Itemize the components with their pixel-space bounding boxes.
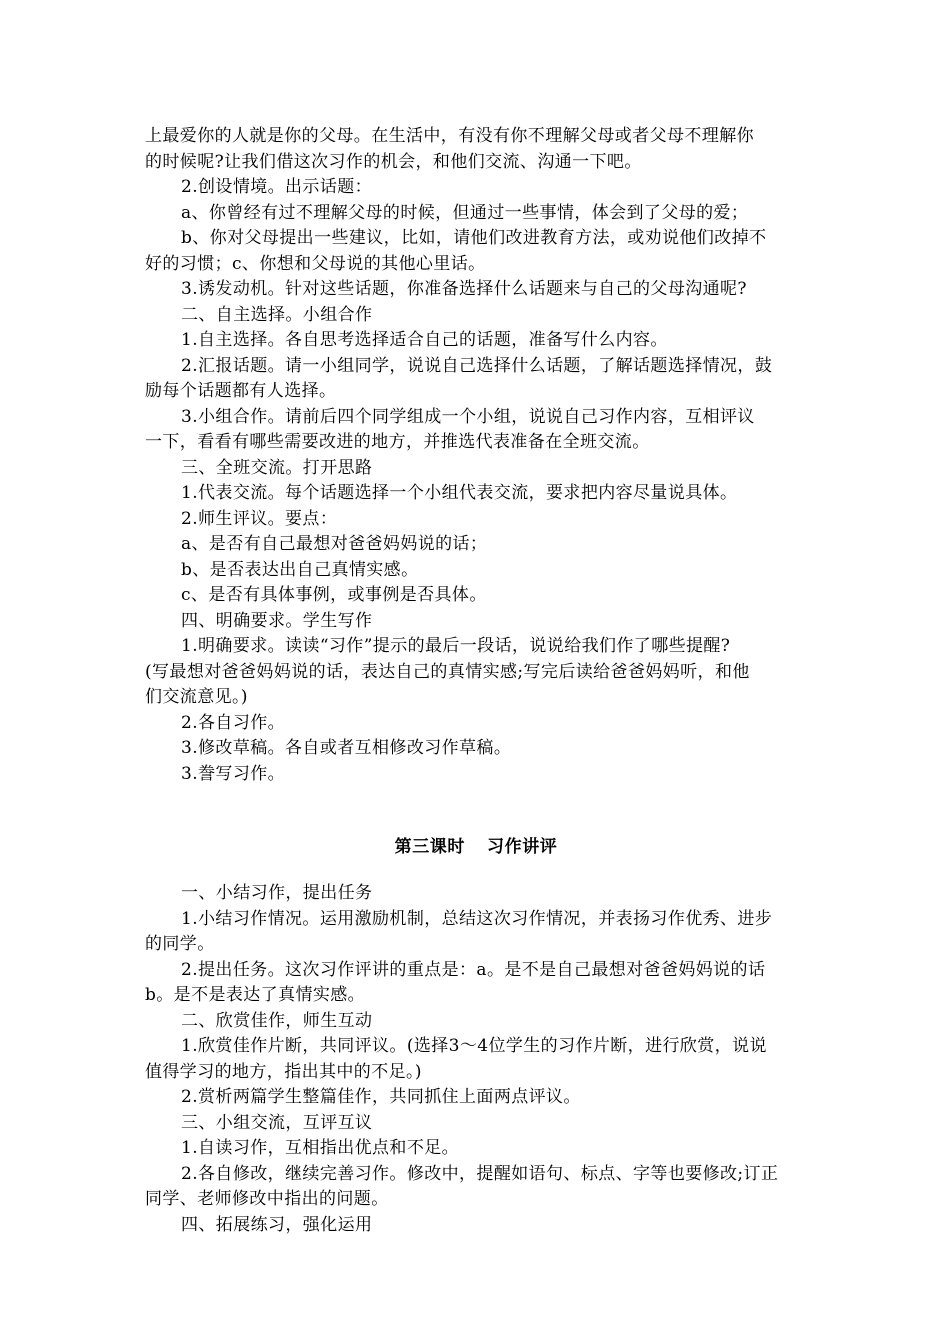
text-line: 上最爱你的人就是你的父母。在生活中，有没有你不理解父母或者父母不理解你 bbox=[145, 126, 754, 146]
text-line: 们交流意见。) bbox=[145, 687, 248, 707]
section-gap bbox=[145, 787, 807, 833]
document-page bbox=[145, 124, 807, 1238]
text-line: 的时候呢?让我们借这次习作的机会，和他们交流、沟通一下吧。 bbox=[145, 151, 642, 172]
text-line: 1.自读习作，互相指出优点和不足。 bbox=[181, 1138, 460, 1158]
text-line: 三、小组交流，互评互议 bbox=[181, 1112, 373, 1133]
text-line: 1.欣赏佳作片断，共同评议。(选择3～4位学生的习作片断，进行欣赏，说说 bbox=[181, 1036, 767, 1056]
text-line: 二、欣赏佳作，师生互动 bbox=[181, 1010, 373, 1031]
text-line: 2.提出任务。这次习作评讲的重点是：a。是不是自己最想对爸爸妈妈说的话 bbox=[181, 959, 766, 980]
text-line: 1.代表交流。每个话题选择一个小组代表交流，要求把内容尽量说具体。 bbox=[181, 483, 738, 503]
text-line: 一、小结习作，提出任务 bbox=[181, 883, 373, 903]
text-line: 四、明确要求。学生写作 bbox=[181, 610, 373, 631]
heading-period: 第三课时 bbox=[394, 837, 465, 857]
text-line: 2.赏析两篇学生整篇佳作，共同抓住上面两点评议。 bbox=[181, 1087, 581, 1107]
text-line: a、你曾经有过不理解父母的时候，但通过一些事情，体会到了父母的爱； bbox=[181, 202, 749, 223]
text-line: 2.创设情境。出示话题： bbox=[181, 177, 373, 197]
text-line: a、是否有自己最想对爸爸妈妈说的话； bbox=[181, 534, 488, 554]
text-line: 2.各自习作。 bbox=[181, 712, 286, 733]
text-line: 1.小结习作情况。运用激励机制，总结这次习作情况，并表扬习作优秀、进步 bbox=[181, 908, 773, 929]
text-line: 值得学习的地方，指出其中的不足。) bbox=[145, 1061, 422, 1082]
text-line: 好的习惯；c、你想和父母说的其他心里话。 bbox=[145, 253, 486, 274]
text-line: 一下，看看有哪些需要改进的地方，并推选代表准备在全班交流。 bbox=[145, 432, 650, 452]
text-line: 1.明确要求。读读“习作”提示的最后一段话，说说给我们作了哪些提醒? bbox=[181, 636, 731, 656]
text-line: b、是否表达出自己真情实感。 bbox=[181, 559, 419, 580]
heading-topic: 习作讲评 bbox=[487, 837, 558, 857]
text-line: 励每个话题都有人选择。 bbox=[145, 381, 337, 401]
text-line: 二、自主选择。小组合作 bbox=[181, 304, 373, 325]
text-line: 2.汇报话题。请一小组同学，说说自己选择什么话题，了解话题选择情况，鼓 bbox=[181, 355, 773, 376]
text-line: 3.诱发动机。针对这些话题，你准备选择什么话题来与自己的父母沟通呢? bbox=[181, 279, 747, 299]
text-line: 2.师生评议。要点： bbox=[181, 508, 338, 529]
text-line: b、你对父母提出一些建议，比如，请他们改进教育方法，或劝说他们改掉不 bbox=[181, 228, 767, 248]
text-line: 同学、老师修改中指出的问题。 bbox=[145, 1189, 389, 1209]
text-line: 三、全班交流。打开思路 bbox=[181, 457, 373, 478]
text-line: 1.自主选择。各自思考选择适合自己的话题，准备写什么内容。 bbox=[181, 330, 668, 350]
text-line: 四、拓展练习，强化运用 bbox=[181, 1214, 373, 1235]
text-line: (写最想对爸爸妈妈说的话，表达自己的真情实感;写完后读给爸爸妈妈听，和他 bbox=[145, 661, 750, 682]
lesson-section-review bbox=[145, 881, 807, 1238]
text-line: 的同学。 bbox=[145, 934, 215, 954]
text-line: c、是否有具体事例，或事例是否具体。 bbox=[181, 585, 487, 605]
text-line: 3.修改草稿。各自或者互相修改习作草稿。 bbox=[181, 738, 512, 758]
lesson-section-continued bbox=[145, 124, 807, 787]
text-line: 2.各自修改，继续完善习作。修改中，提醒如语句、标点、字等也要修改;订正 bbox=[181, 1163, 779, 1184]
text-line: b。是不是表达了真情实感。 bbox=[145, 985, 366, 1005]
text-line: 3.小组合作。请前后四个同学组成一个小组，说说自己习作内容，互相评议 bbox=[181, 406, 755, 427]
text-line: 3.誊写习作。 bbox=[181, 763, 286, 784]
lesson-heading bbox=[145, 833, 807, 861]
